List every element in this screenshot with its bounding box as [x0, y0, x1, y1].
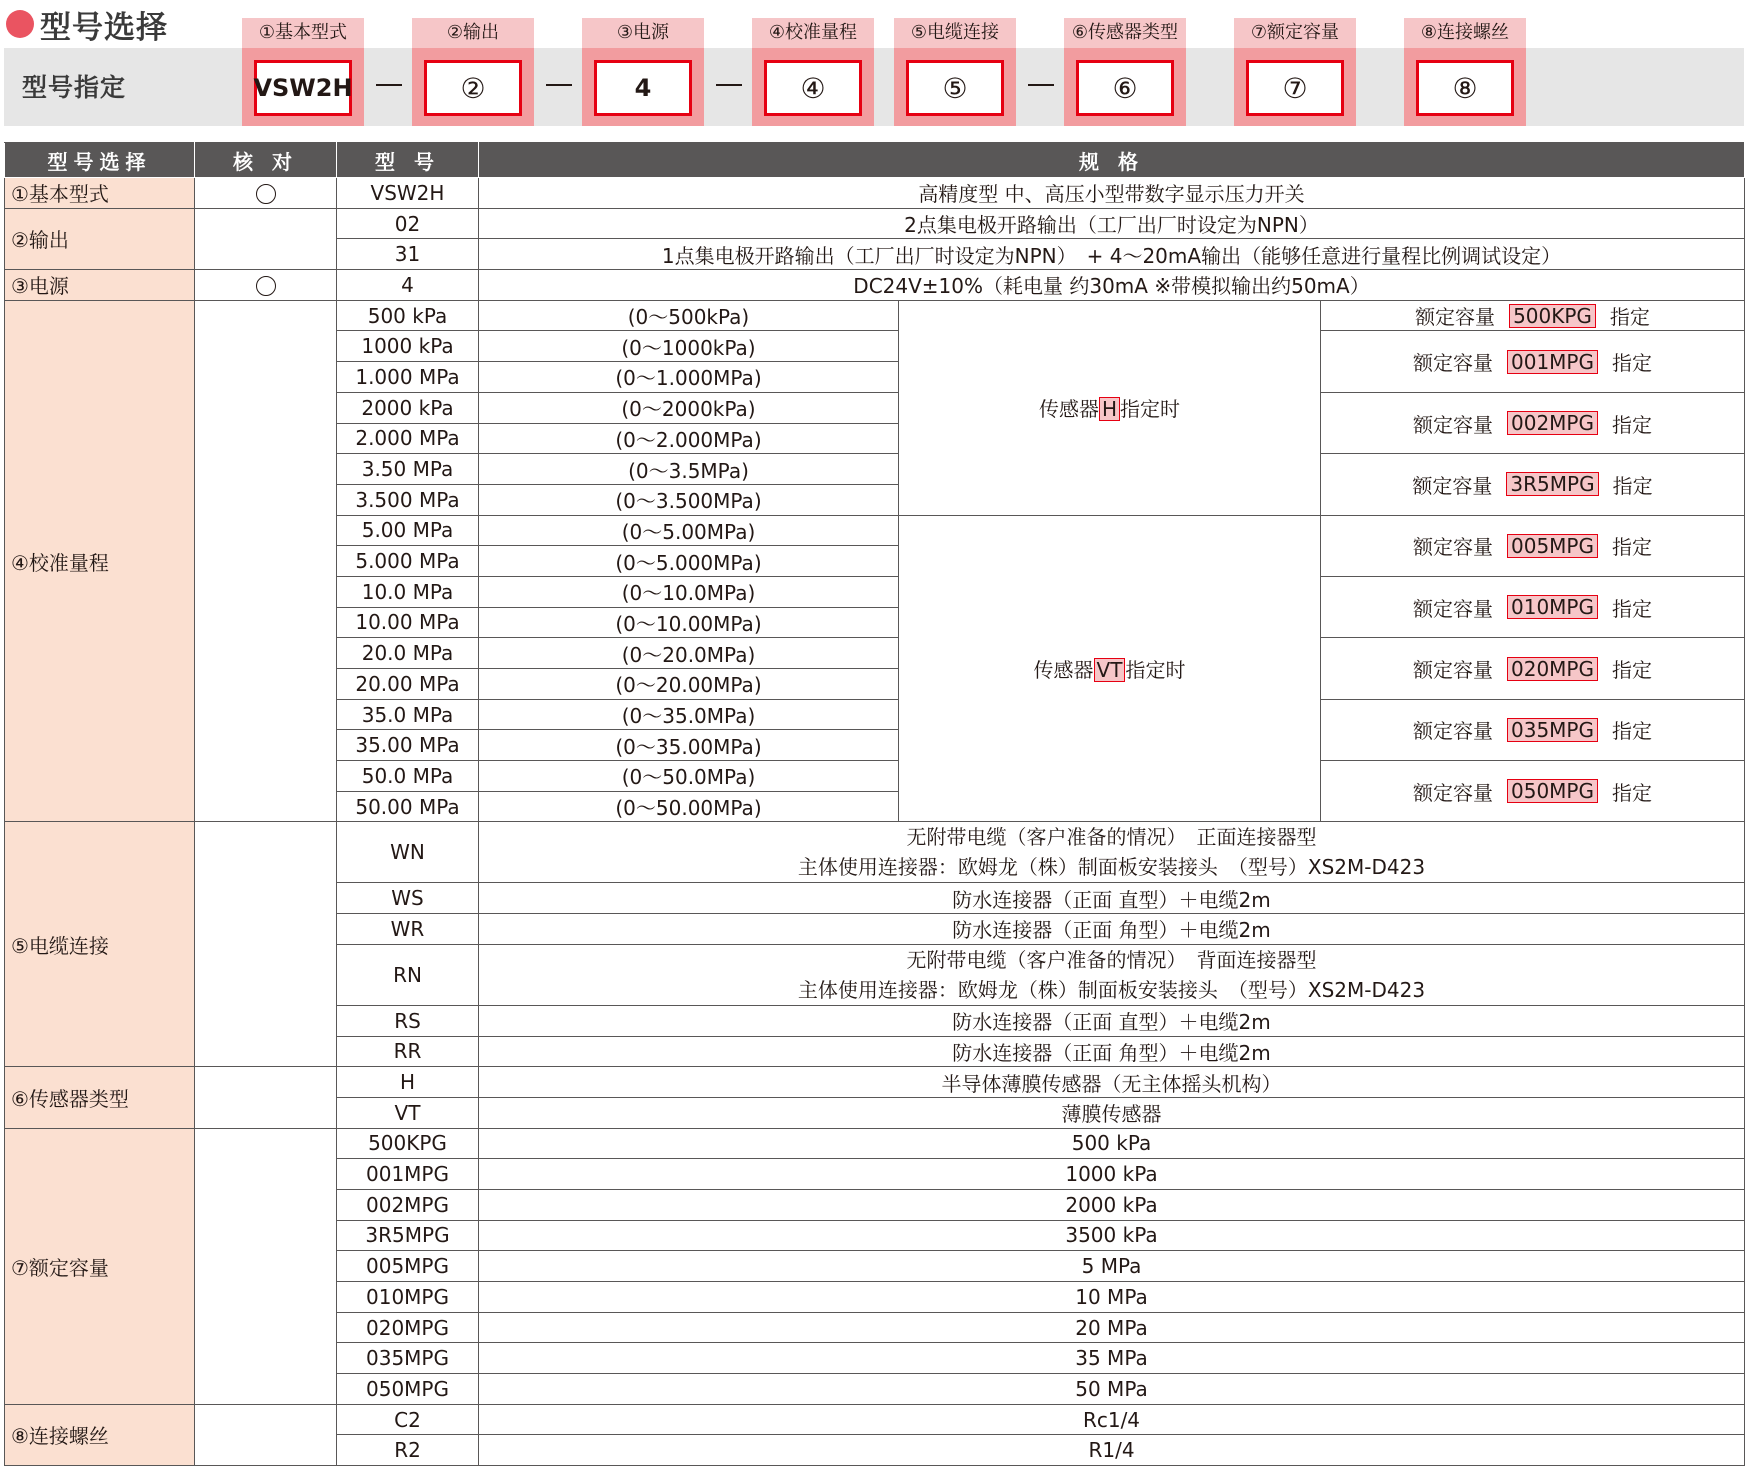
segment-label: ②输出 [412, 18, 534, 48]
segment-range [752, 18, 874, 126]
spec-line: 无附带电缆（客户准备的情况） 正面连接器型 [906, 825, 1317, 850]
model-cell: R2 [337, 1435, 479, 1466]
range-cell: (0～2.000MPa) [479, 423, 899, 454]
spec-cell: 50 MPa [479, 1374, 1745, 1405]
model-cell: WS [337, 883, 479, 914]
model-cell: 2.000 MPa [337, 423, 479, 454]
check-cell [195, 178, 337, 209]
sensor-prefix: 传感器 [1038, 397, 1099, 422]
check-cell [195, 270, 337, 301]
model-cell: 3.50 MPa [337, 454, 479, 485]
table-row [5, 1128, 1745, 1159]
segment-label: ①基本型式 [242, 18, 364, 48]
group-thread: ⑧连接螺丝 [5, 1404, 195, 1465]
spec-cell: 2000 kPa [479, 1189, 1745, 1220]
range-cell: (0～20.0MPa) [479, 638, 899, 669]
model-cell: C2 [337, 1404, 479, 1435]
segment-thread [1404, 18, 1526, 126]
segment-value-box: ⑦ [1246, 60, 1344, 116]
segment-value-box: 4 [594, 60, 692, 116]
group-power: ③电源 [5, 270, 195, 301]
range-cell: (0～50.00MPa) [479, 791, 899, 822]
segment-basic [242, 18, 364, 126]
sensor-code: VT [1094, 658, 1126, 682]
range-cell: (0～5.00MPa) [479, 515, 899, 546]
model-cell: 35.0 MPa [337, 699, 479, 730]
separator-dash [546, 84, 572, 86]
model-cell: 4 [337, 270, 479, 301]
spec-cell: 10 MPa [479, 1282, 1745, 1313]
capacity-cell [1321, 392, 1745, 453]
model-cell: 1000 kPa [337, 331, 479, 362]
group-capacity: ⑦额定容量 [5, 1128, 195, 1404]
spec-cell: R1/4 [479, 1435, 1745, 1466]
segment-value-box: ⑧ [1416, 60, 1514, 116]
separator-dash [716, 84, 742, 86]
spec-cell: 防水连接器（正面 角型）＋电缆2m [479, 914, 1745, 945]
check-cell [195, 822, 337, 1067]
capacity-cell [1321, 699, 1745, 760]
segment-value-box: ④ [764, 60, 862, 116]
capacity-cell [1321, 761, 1745, 822]
spec-cell: Rc1/4 [479, 1404, 1745, 1435]
spec-line: 无附带电缆（客户准备的情况） 背面连接器型 [906, 947, 1317, 972]
segment-label: ④校准量程 [752, 18, 874, 48]
cap-code: 005MPG [1507, 534, 1598, 558]
segment-label: ③电源 [582, 18, 704, 48]
model-cell: 10.00 MPa [337, 607, 479, 638]
bullet-dot-icon [6, 10, 34, 38]
segment-cable [894, 18, 1016, 126]
check-cell [195, 1404, 337, 1465]
model-cell: 500 kPa [337, 300, 479, 331]
model-cell: 050MPG [337, 1374, 479, 1405]
range-cell: (0～1.000MPa) [479, 362, 899, 393]
sensor-suffix: 指定时 [1125, 658, 1186, 682]
separator-dash [376, 84, 402, 86]
range-cell: (0～5.000MPa) [479, 546, 899, 577]
cap-code: 035MPG [1507, 718, 1598, 742]
range-cell: (0～10.0MPa) [479, 576, 899, 607]
table-row [5, 300, 1745, 331]
spec-cell: 半导体薄膜传感器（无主体摇头机构） [479, 1067, 1745, 1098]
table-row [5, 270, 1745, 301]
model-cell: 5.00 MPa [337, 515, 479, 546]
table-row [5, 208, 1745, 239]
cap-prefix: 额定容量 [1412, 473, 1493, 498]
header-spec: 规 格 [479, 143, 1745, 178]
segment-label: ⑥传感器类型 [1064, 18, 1186, 48]
model-selection-table [4, 142, 1745, 1466]
cap-prefix: 额定容量 [1413, 719, 1493, 744]
spec-cell: 500 kPa [479, 1128, 1745, 1159]
separator-dash [1028, 84, 1054, 86]
range-cell: (0～500kPa) [479, 300, 899, 331]
group-output: ②输出 [5, 208, 195, 269]
capacity-cell [1321, 331, 1745, 392]
check-cell [195, 1128, 337, 1404]
cap-suffix: 指定 [1612, 412, 1652, 437]
cap-prefix: 额定容量 [1413, 596, 1493, 621]
segment-value-box: ⑤ [906, 60, 1004, 116]
model-cell: 35.00 MPa [337, 730, 479, 761]
check-cell [195, 300, 337, 822]
model-cell: RS [337, 1005, 479, 1036]
spec-cell: 1000 kPa [479, 1159, 1745, 1190]
model-cell: 035MPG [337, 1343, 479, 1374]
cap-code: 002MPG [1507, 411, 1598, 435]
page-title-text: 型号选择 [40, 9, 168, 46]
range-cell: (0～50.0MPa) [479, 761, 899, 792]
model-cell: VT [337, 1097, 479, 1128]
range-cell: (0～3.500MPa) [479, 484, 899, 515]
spec-cell [479, 822, 1745, 883]
table-header-row [5, 143, 1745, 178]
group-cable: ⑤电缆连接 [5, 822, 195, 1067]
sensor-prefix: 传感器 [1033, 658, 1094, 682]
model-cell: 2000 kPa [337, 392, 479, 423]
page-title [6, 2, 168, 46]
range-cell: (0～35.00MPa) [479, 730, 899, 761]
header-check: 核 对 [195, 143, 337, 178]
model-cell: RN [337, 944, 479, 1005]
spec-line: 主体使用连接器：欧姆龙（株）制面板安装接头 （型号）XS2M-D423 [797, 977, 1426, 1002]
model-cell: 3R5MPG [337, 1220, 479, 1251]
table-row [5, 1404, 1745, 1435]
range-cell: (0～3.5MPa) [479, 454, 899, 485]
spec-cell: DC24V±10%（耗电量 约30mA ※带模拟输出约50mA） [479, 270, 1745, 301]
cap-suffix: 指定 [1612, 719, 1652, 744]
range-cell: (0～20.00MPa) [479, 669, 899, 700]
cap-suffix: 指定 [1612, 535, 1652, 560]
sensor-h-cell [899, 300, 1321, 515]
model-cell: 20.0 MPa [337, 638, 479, 669]
cap-suffix: 指定 [1612, 780, 1652, 805]
cap-prefix: 额定容量 [1413, 780, 1493, 805]
model-cell: 02 [337, 208, 479, 239]
cap-code: 020MPG [1507, 657, 1598, 681]
spec-cell: 防水连接器（正面 角型）＋电缆2m [479, 1036, 1745, 1067]
capacity-cell [1321, 638, 1745, 699]
segment-value-box: VSW2H [254, 60, 352, 116]
cap-suffix: 指定 [1612, 351, 1652, 376]
segment-value-box: ⑥ [1076, 60, 1174, 116]
segment-value-box: ② [424, 60, 522, 116]
table-row [5, 178, 1745, 209]
segment-label: ⑤电缆连接 [894, 18, 1016, 48]
cap-prefix: 额定容量 [1413, 658, 1493, 682]
range-cell: (0～10.00MPa) [479, 607, 899, 638]
spec-cell [479, 944, 1745, 1005]
check-cell [195, 1067, 337, 1128]
model-cell: 1.000 MPa [337, 362, 479, 393]
spec-cell: 5 MPa [479, 1251, 1745, 1282]
spec-cell: 防水连接器（正面 直型）＋电缆2m [479, 1005, 1745, 1036]
spec-cell: 高精度型 中、高压小型带数字显示压力开关 [479, 178, 1745, 209]
sensor-vt-cell [899, 515, 1321, 822]
table-row [5, 822, 1745, 883]
segment-label: ⑧连接螺丝 [1404, 18, 1526, 48]
cap-prefix: 额定容量 [1413, 412, 1493, 437]
cap-code: 010MPG [1507, 595, 1598, 619]
capacity-cell [1321, 300, 1745, 331]
model-cell: 31 [337, 239, 479, 270]
segment-capacity [1234, 18, 1356, 126]
sensor-suffix: 指定时 [1120, 397, 1181, 422]
cap-prefix: 额定容量 [1413, 351, 1493, 376]
cap-code: 001MPG [1507, 350, 1598, 374]
sensor-code: H [1099, 397, 1120, 421]
check-circle-icon [256, 184, 276, 204]
segment-label: ⑦额定容量 [1234, 18, 1356, 48]
spec-cell: 3500 kPa [479, 1220, 1745, 1251]
segment-power [582, 18, 704, 126]
model-cell: 020MPG [337, 1312, 479, 1343]
designation-label: 型号指定 [22, 73, 127, 102]
capacity-cell [1321, 515, 1745, 576]
range-cell: (0～1000kPa) [479, 331, 899, 362]
model-cell: 500KPG [337, 1128, 479, 1159]
spec-cell: 薄膜传感器 [479, 1097, 1745, 1128]
range-cell: (0～2000kPa) [479, 392, 899, 423]
cap-suffix: 指定 [1612, 473, 1653, 498]
model-cell: 001MPG [337, 1159, 479, 1190]
cap-prefix: 额定容量 [1415, 305, 1496, 330]
segment-sensor [1064, 18, 1186, 126]
model-cell: WR [337, 914, 479, 945]
header-model: 型 号 [337, 143, 479, 178]
cap-code: 050MPG [1507, 779, 1598, 803]
spec-cell: 防水连接器（正面 直型）＋电缆2m [479, 883, 1745, 914]
model-cell: 002MPG [337, 1189, 479, 1220]
model-cell: 005MPG [337, 1251, 479, 1282]
cap-suffix: 指定 [1612, 596, 1652, 621]
model-cell: VSW2H [337, 178, 479, 209]
spec-cell: 2点集电极开路输出（工厂出厂时设定为NPN） [479, 208, 1745, 239]
segment-output [412, 18, 534, 126]
table-row [5, 1067, 1745, 1098]
group-sensor: ⑥传感器类型 [5, 1067, 195, 1128]
spec-cell: 20 MPa [479, 1312, 1745, 1343]
cap-prefix: 额定容量 [1413, 535, 1493, 560]
group-basic: ①基本型式 [5, 178, 195, 209]
model-cell: 5.000 MPa [337, 546, 479, 577]
group-range: ④校准量程 [5, 300, 195, 822]
spec-cell: 1点集电极开路输出（工厂出厂时设定为NPN） + 4～20mA输出（能够任意进行量程比例调试设定） [479, 239, 1745, 270]
check-circle-icon [256, 276, 276, 296]
cap-code: 3R5MPG [1506, 472, 1598, 496]
model-cell: 20.00 MPa [337, 669, 479, 700]
model-cell: 10.0 MPa [337, 576, 479, 607]
model-cell: WN [337, 822, 479, 883]
capacity-cell [1321, 454, 1745, 515]
check-cell [195, 208, 337, 269]
cap-code: 500KPG [1509, 304, 1596, 328]
spec-line: 主体使用连接器：欧姆龙（株）制面板安装接头 （型号）XS2M-D423 [797, 855, 1426, 880]
header-selection: 型号选择 [5, 143, 195, 178]
model-cell: H [337, 1067, 479, 1098]
capacity-cell [1321, 576, 1745, 637]
model-cell: 010MPG [337, 1282, 479, 1313]
model-cell: RR [337, 1036, 479, 1067]
cap-suffix: 指定 [1612, 658, 1652, 682]
model-cell: 3.500 MPa [337, 484, 479, 515]
cap-suffix: 指定 [1609, 305, 1650, 330]
spec-cell: 35 MPa [479, 1343, 1745, 1374]
model-cell: 50.0 MPa [337, 761, 479, 792]
range-cell: (0～35.0MPa) [479, 699, 899, 730]
model-cell: 50.00 MPa [337, 791, 479, 822]
